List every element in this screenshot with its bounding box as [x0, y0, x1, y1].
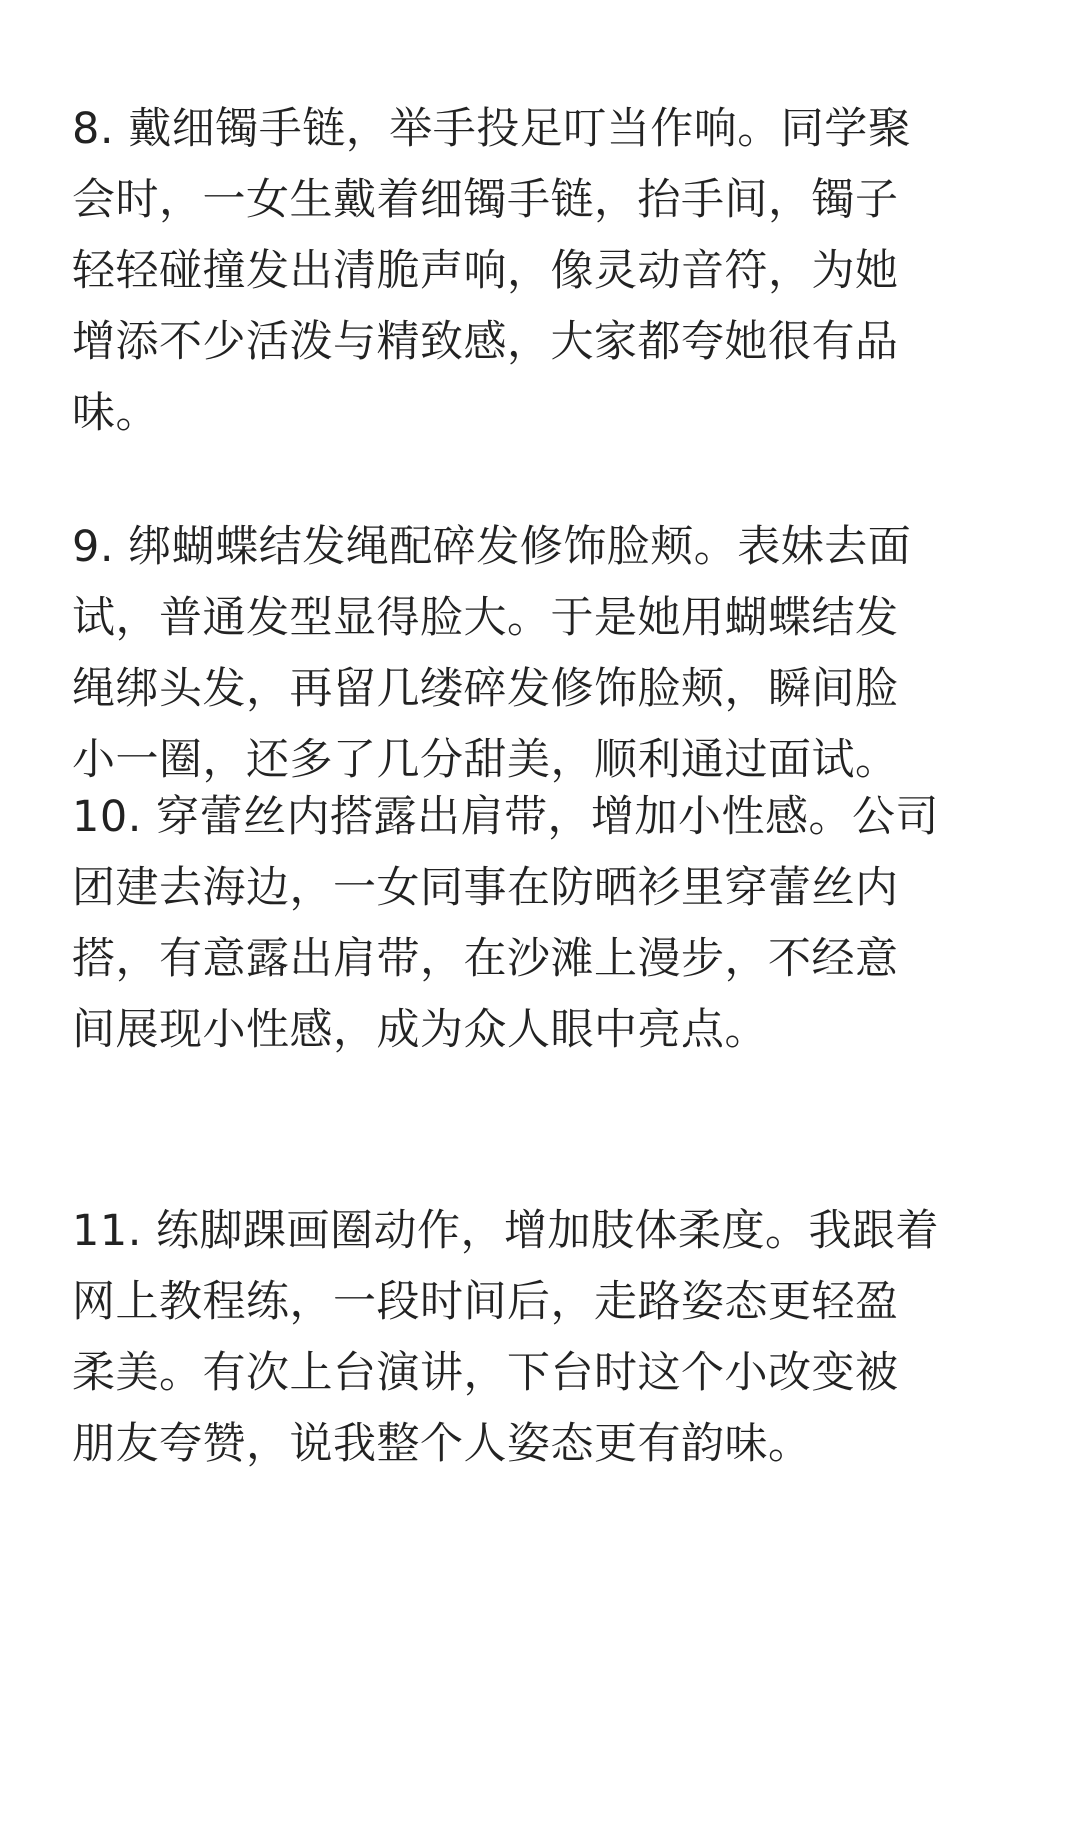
paragraph-item-10: 10. 穿蕾丝内搭露出肩带，增加小性感。公司 团建去海边，一女同事在防晒衫里穿蕾丝内 搭，有意露出肩带，在沙滩上漫步，不经意 间展现小性感，成为众人眼中亮点。 — [72, 792, 940, 1055]
paragraph-item-8: 8. 戴细镯手链，举手投足叮当作响。同学聚 会时，一女生戴着细镯手链，抬手间，镯子 轻轻碰撞发出清脆声响，像灵动音符，为她 增添不少活泼与精致感，大家都夸她很有品 味。 — [72, 104, 912, 438]
paragraph-item-9: 9. 绑蝴蝶结发绳配碎发修饰脸颊。表妹去面 试，普通发型显得脸大。于是她用蝴蝶结发 绳绑头发，再留几缕碎发修饰脸颊，瞬间脸 小一圈，还多了几分甜美，顺利通过面试。 — [72, 522, 912, 785]
paragraph-item-11: 11. 练脚踝画圈动作，增加肢体柔度。我跟着 网上教程练，一段时间后，走路姿态更轻盈 柔美。有次上台演讲，下台时这个小改变被 朋友夸赞，说我整个人姿态更有韵味。 — [72, 1206, 940, 1469]
